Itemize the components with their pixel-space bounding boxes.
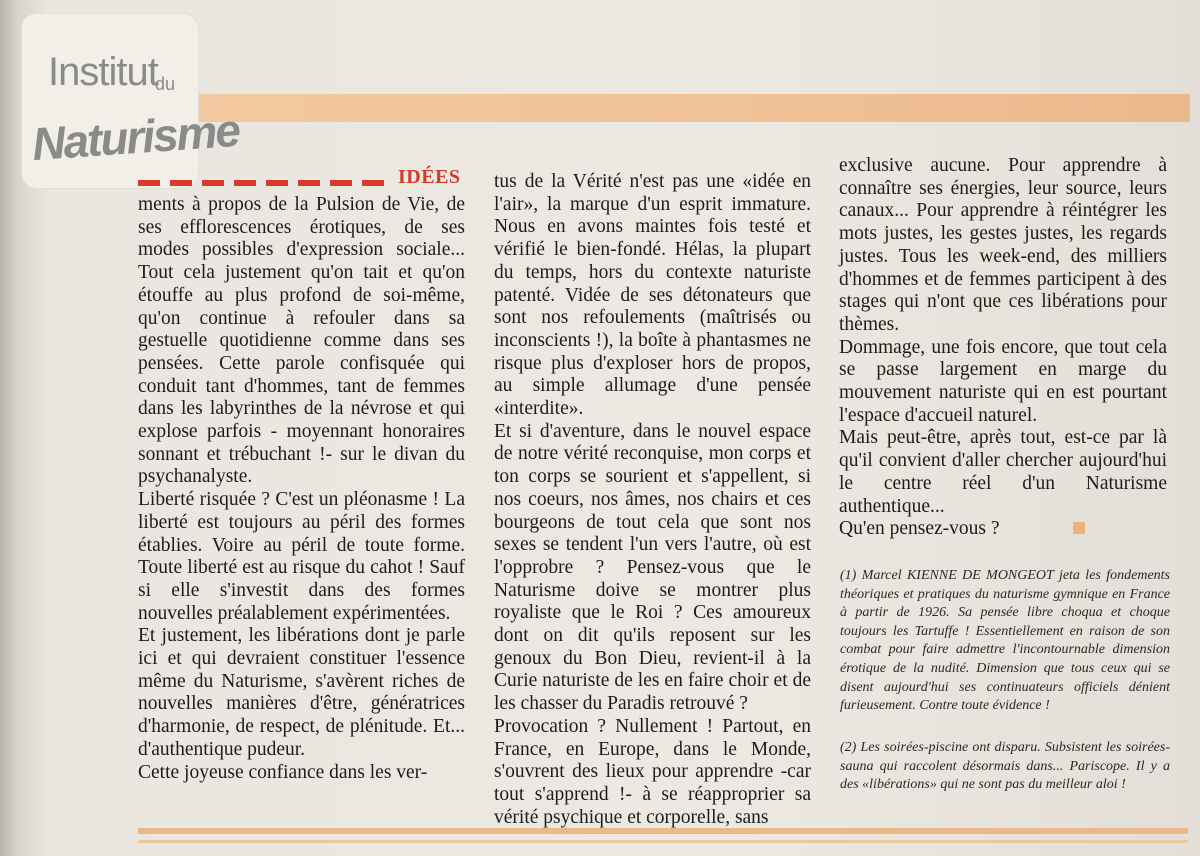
bottom-rule-secondary bbox=[138, 840, 1188, 843]
paragraph: Et justement, les libérations dont je parle ici et qui devraient constituer l'essence même du Naturisme, s'avèrent riches de nouvelles manières d'être, génératrices d'harmonie, de respect, de plénitude. Et... d'authentique pudeur. bbox=[138, 625, 465, 760]
paragraph: Provocation ? Nullement ! Partout, en France, en Europe, dans le Monde, s'ouvrent des lieux pour apprendre -car tout s'apprend !- à se réapproprier sa vérité psychique et corporelle, sans bbox=[494, 715, 811, 828]
page-gutter bbox=[0, 0, 18, 856]
paragraph: ments à propos de la Pulsion de Vie, de ses efflorescences érotiques, de ses modes possibles d'expression sociale... Tout cela justement qu'on tait et qu'on étouffe au plus profond de soi-même, qu'on continue à refouler dans sa gestuelle quotidienne comme dans ses pensées. Cette parole confisquée qui conduit tant d'hommes, tant de femmes dans les labyrinthes de la névrose et qui explose parfois - moyennant honoraires sonnant et trébuchant !- sur le divan du psychanalyste. bbox=[138, 194, 465, 488]
paragraph: tus de la Vérité n'est pas une «idée en l'air», la marque d'un esprit immature. Nous en avons maintes fois testé et vérifié le bien-fondé. Hélas, la plupart du temps, hors du contexte naturiste patenté. Vidée de ses détonateurs que sont nos refoulements (maîtrisés ou inconscients !), la boîte à phantasmes ne risque plus d'exploser hors de propos, au simple allumage d'une pensée «interdite». bbox=[494, 171, 811, 420]
text-column-2 bbox=[494, 171, 811, 829]
logo-text-naturisme: Naturisme bbox=[30, 103, 241, 171]
paragraph: Mais peut-être, après tout, est-ce par là qu'il convient d'aller chercher aujourd'hui le centre réel d'un Naturisme authentique... bbox=[839, 427, 1167, 517]
footnote-1 bbox=[840, 567, 1170, 716]
paragraph: Dommage, une fois encore, que tout cela se passe largement en marge du mouvement naturiste qui en est pourtant l'espace d'accueil naturel. bbox=[839, 336, 1167, 426]
end-of-article-mark bbox=[1073, 522, 1085, 534]
paragraph: Liberté risquée ? C'est un pléonasme ! La liberté est toujours au péril des formes établies. Voire au péril de toute forme. Toute liberté est au risque du cahot ! Sauf si elle s'investit dans des formes nouvelles préalablement expérimentées. bbox=[138, 489, 465, 624]
footnote-2 bbox=[840, 739, 1170, 795]
footnote-text: (2) Les soirées-piscine ont disparu. Subsistent les soirées-sauna qui raccolent désormais dans... Pariscope. Il y a des «libérations» qui ne sont pas du meilleur aloi ! bbox=[840, 740, 1170, 793]
paragraph: Cette joyeuse confiance dans les ver- bbox=[138, 761, 428, 783]
paragraph: Qu'en pensez-vous ? bbox=[839, 518, 1000, 540]
text-column-1 bbox=[138, 194, 465, 784]
paragraph: exclusive aucune. Pour apprendre à connaître ses énergies, leur source, leurs canaux... Pour apprendre à réintégrer les mots justes, les gestes justes, les regards justes. Tous les week-end, des milliers d'hommes et de femmes participent à des stages qui n'ont que ces libérations pour thèmes. bbox=[839, 155, 1167, 335]
paragraph: Et si d'aventure, dans le nouvel espace de notre vérité reconquise, mon corps et ton corps se sourient et s'appellent, si nos coeurs, nos âmes, nos chairs et ces bourgeons de tout cela que sont nos sexes se tendent l'un vers l'autre, où est l'opprobre ? Pensez-vous que le Naturisme doive se montrer plus royaliste que le Roi ? Ces amoureux dont on dit qu'ils reposent sur les genoux du Bon Dieu, revient-il à la Curie naturiste de les en faire choir et de les chasser du Paradis retrouvé ? bbox=[494, 420, 811, 715]
header-band bbox=[180, 94, 1190, 122]
footnote-text: (1) Marcel KIENNE DE MONGEOT jeta les fondements théoriques et pratiques du naturisme gymnique en France à partir de 1926. Sa pensée libre choqua et choque toujours les Tartuffe ! Essentiellement en raison de son combat pour faire admettre l'incontournable dimension érotique de la nudité. Dimension que tous ceux qui se disent aujourd'hui ses continuateurs officiels dénient furieusement. Contre toute évidence ! bbox=[840, 568, 1170, 714]
section-label: IDÉES bbox=[398, 166, 461, 188]
text-column-3 bbox=[839, 155, 1167, 541]
bottom-rule bbox=[138, 828, 1188, 834]
logo-text-du: du bbox=[155, 74, 176, 94]
watermark-logo bbox=[22, 14, 241, 188]
section-dashed-rule bbox=[138, 180, 394, 186]
logo-text-institut: Institut bbox=[48, 50, 158, 94]
